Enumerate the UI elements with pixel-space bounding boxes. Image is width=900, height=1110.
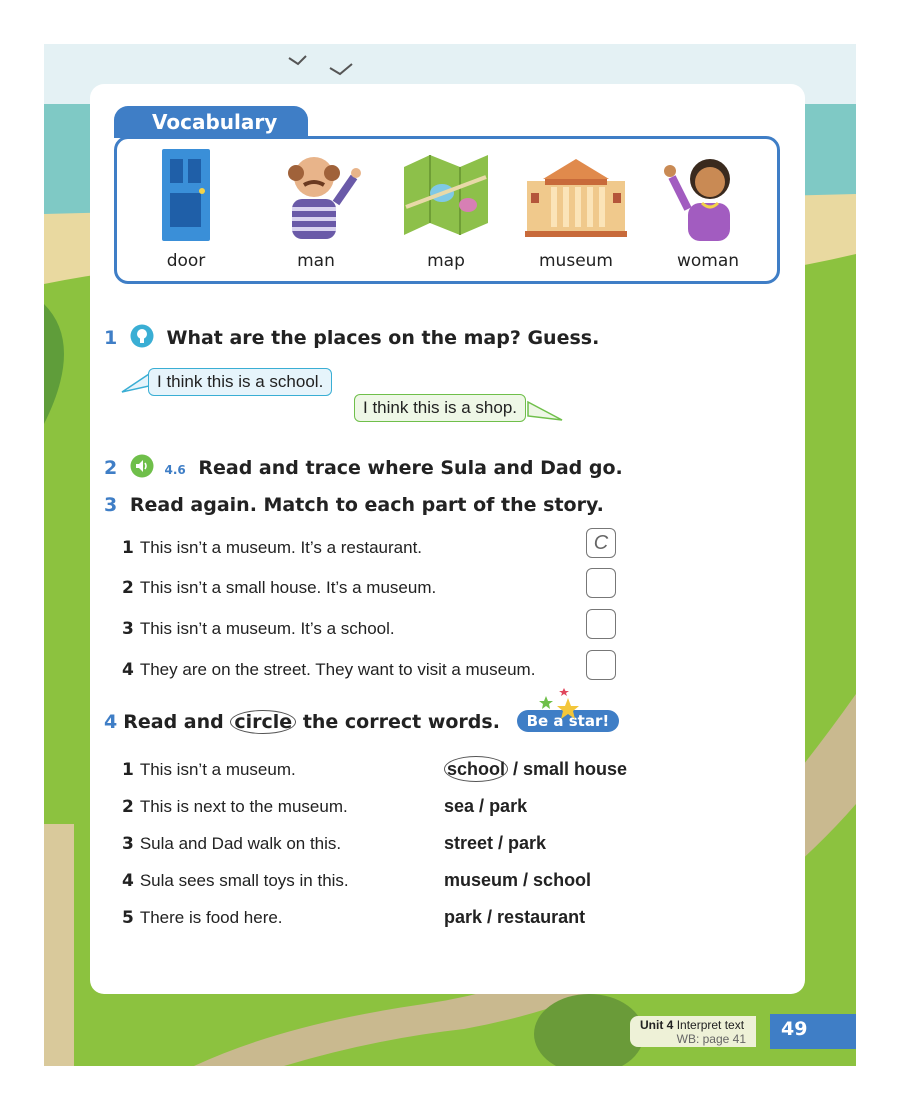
option[interactable]: restaurant [497,907,586,927]
item-number: 1 [122,760,134,780]
speaker-icon[interactable] [130,454,154,478]
circle-item [122,908,283,928]
task-number: 1 [104,327,118,349]
vocab-word: map [427,251,465,271]
task-heading-text: Read and trace where Sula and Dad go. [198,457,623,479]
option[interactable]: museum [444,870,519,890]
page-number: 49 [770,1014,856,1049]
word-options [444,870,591,891]
be-a-star-badge: Be a star! [517,710,620,732]
woman-icon [660,147,756,243]
word-options [444,907,585,928]
circle-item [122,760,296,780]
item-number: 4 [122,660,134,680]
speech-bubble-shop: I think this is a shop. [354,394,526,422]
item-number: 4 [122,871,134,891]
unit-label: Unit 4 [640,1018,674,1032]
task-1-heading [104,324,599,349]
task-heading-text: Read and [123,711,224,733]
option[interactable]: park [489,796,528,816]
option-separator: / [474,796,490,816]
item-number: 1 [122,538,134,558]
vocab-item-door [131,147,241,277]
option[interactable]: street [444,833,494,853]
item-number: 2 [122,797,134,817]
option-separator: / [482,907,498,927]
stars-icon [534,688,582,722]
word-options [444,796,527,817]
vocab-word: door [166,251,206,271]
match-item [122,538,422,558]
option[interactable]: park [508,833,547,853]
option-circled[interactable]: school [444,756,508,782]
answer-box[interactable] [586,568,616,598]
answer-box[interactable]: C [586,528,616,558]
speech-tail-icon [524,400,564,424]
vocabulary-title: Vocabulary [114,106,308,138]
item-number: 2 [122,578,134,598]
vocab-item-woman [653,147,763,277]
door-icon [156,147,216,243]
item-text: There is food here. [139,908,283,927]
item-text: This isn’t a small house. It’s a museum. [139,578,437,597]
task-heading-text: What are the places on the map? Guess. [166,327,600,349]
option-separator: / [508,759,524,779]
vocab-item-man [261,147,371,277]
lightbulb-icon [130,324,154,348]
item-text: They are on the street. They want to visit a museum. [139,660,536,679]
man-icon [268,147,364,243]
item-text: This isn’t a museum. It’s a restaurant. [139,538,423,557]
vocab-item-map [391,147,501,277]
circle-item [122,797,348,817]
option[interactable]: school [533,870,592,890]
task-number: 4 [104,711,118,733]
answer-box[interactable] [586,650,616,680]
vocab-word: man [297,251,335,271]
item-text: This is next to the museum. [139,797,348,816]
task-3-heading [104,494,604,516]
vocabulary-box [114,136,780,284]
audio-track-number: 4.6 [164,463,186,477]
vocab-item-museum [521,147,631,277]
footer-unit-box [630,1016,756,1047]
item-number: 3 [122,834,134,854]
option-separator: / [493,833,509,853]
item-number: 3 [122,619,134,639]
circle-word: circle [230,710,296,734]
option-separator: / [518,870,534,890]
page-background [44,44,856,1066]
option[interactable]: park [444,907,483,927]
item-number: 5 [122,908,134,928]
task-2-heading [104,454,623,479]
circle-item [122,834,341,854]
item-text: This isn’t a museum. [139,760,296,779]
answer-box[interactable] [586,609,616,639]
match-item [122,578,436,598]
task-number: 2 [104,457,118,479]
word-options [444,759,627,780]
footer-unit-label [640,1018,744,1032]
word-options [444,833,546,854]
match-item [122,660,535,680]
speech-bubble-school: I think this is a school. [148,368,332,396]
vocab-word: woman [676,251,740,271]
worksheet-card [90,84,805,994]
item-text: Sula sees small toys in this. [139,871,349,890]
option[interactable]: small house [523,759,628,779]
map-icon [396,147,496,243]
task-heading-text: the correct words. [302,711,500,733]
skill-label: Interpret text [676,1018,745,1032]
task-number: 3 [104,494,118,516]
workbook-reference: WB: page 41 [676,1032,746,1046]
museum-icon [523,147,629,243]
task-heading-text: Read again. Match to each part of the story. [129,494,604,516]
option[interactable]: sea [444,796,475,816]
circle-item [122,871,349,891]
match-item [122,619,395,639]
vocab-word: museum [539,251,613,271]
item-text: This isn’t a museum. It’s a school. [139,619,395,638]
item-text: Sula and Dad walk on this. [139,834,342,853]
